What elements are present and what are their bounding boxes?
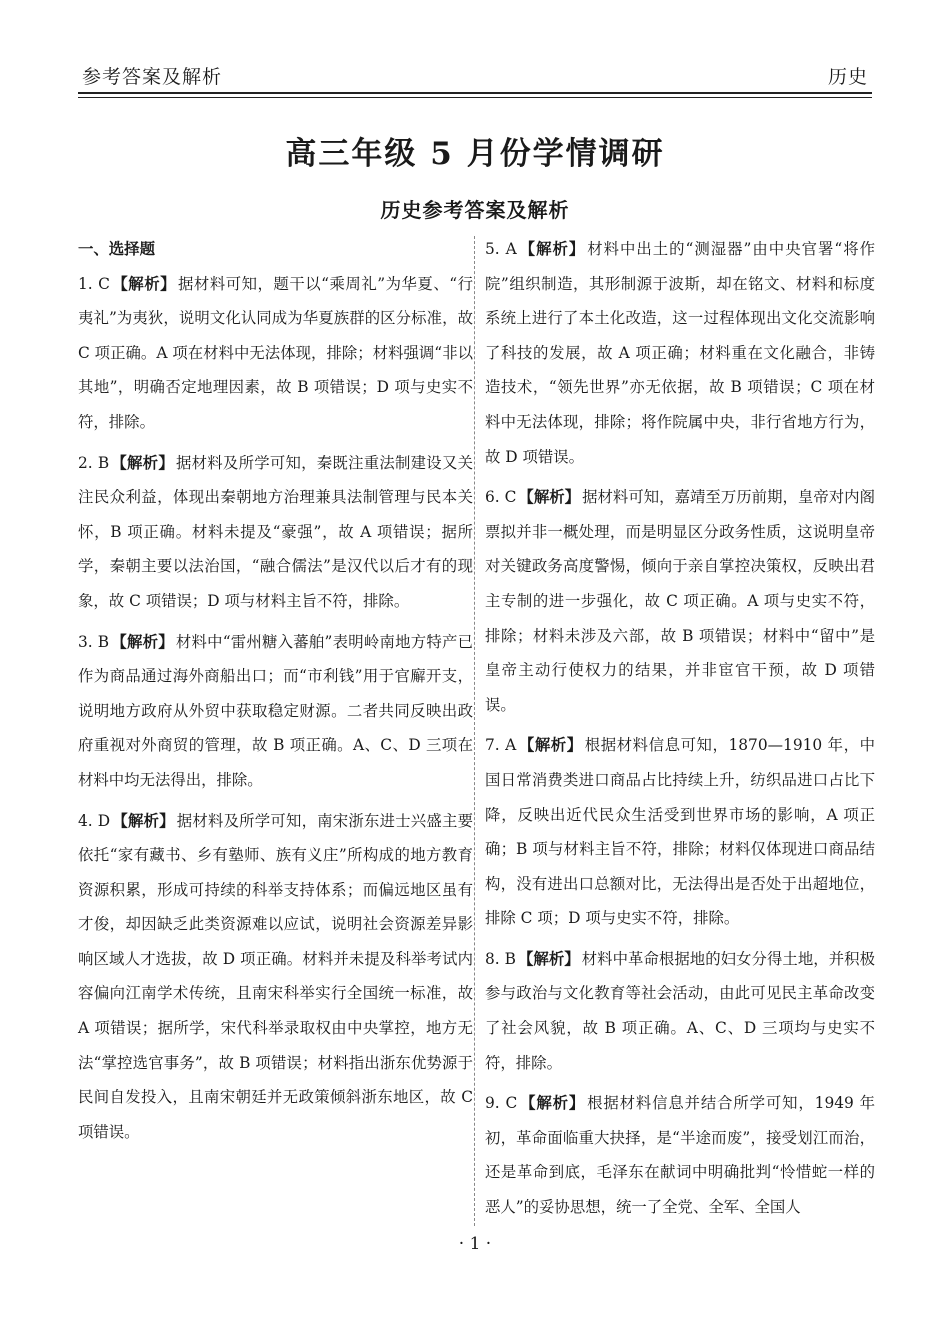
answer-item bbox=[485, 728, 875, 936]
answer-text: 据材料可知，题干以“乘周礼”为华夏、“行夷礼”为夷狄，说明文化认同成为华夏族群的区分标准，故 C 项正确。A 项在材料中无法体现，排除；材料强调“非以其地”，明确否定地理因素，故 B 项错误；D 项与史实不符，排除。 bbox=[78, 274, 473, 431]
answer-item bbox=[78, 625, 473, 798]
answer-text: 据材料及所学可知，南宋浙东进士兴盛主要依托“家有藏书、乡有塾师、族有义庄”所构成的地方教育资源积累，形成可持续的科举支持体系；而偏远地区虽有才俊，却因缺乏此类资源难以应试，说明社会资源差异影响区域人才选拔，故 D 项正确。材料并未提及科举考试内容偏向江南学术传统，且南宋科举实行全国统一标准，故 A 项错误；据所学，宋代科举录取权由中央掌控，地方无法“掌控选官事务”，故 B 项错误；材料指出浙东优势源于民间自发投入，且南宋朝廷并无政策倾斜浙东地区，故 C 项错误。 bbox=[78, 811, 473, 1141]
analysis-tag: 【解析】 bbox=[519, 1094, 586, 1113]
analysis-tag: 【解析】 bbox=[518, 488, 581, 507]
answer-item bbox=[485, 1086, 875, 1224]
answer-number: 3. B bbox=[78, 632, 110, 651]
header-subject-label: 历史 bbox=[827, 66, 868, 88]
analysis-tag: 【解析】 bbox=[517, 949, 580, 968]
answer-item bbox=[485, 232, 875, 474]
answer-text: 根据材料信息可知，1870—1910 年，中国日常消费类进口商品占比持续上升，纺织品进口占比下降，反映出近代民众生活受到世界市场的影响，A 项正确；B 项与材料主旨不符，排除；材料仅体现进口商品结构，没有进出口总额对比，无法得出是否处于出超地位，排除 C 项；D 项与史实不符，排除。 bbox=[485, 736, 875, 928]
answer-text: 根据材料信息并结合所学可知，1949 年初，革命面临重大抉择，是“半途而废”，接受划江而治，还是革命到底，毛泽东在献词中明确批判“怜惜蛇一样的恶人”的妥协思想，统一了全党、全军、全国人 bbox=[485, 1094, 875, 1217]
document-title: 高三年级 5 月份学情调研 bbox=[285, 136, 665, 172]
answer-text: 材料中“雷州糖入蕃舶”表明岭南地方特产已作为商品通过海外商船出口；而“市利钱”用于官廨开支，说明地方政府从外贸中获取稳定财源。二者共同反映出政府重视对外商贸的管理，故 B 项正确。A、C、D 三项在材料中均无法得出，排除。 bbox=[78, 632, 473, 789]
page-number: · 1 · bbox=[458, 1234, 492, 1254]
analysis-tag: 【解析】 bbox=[518, 240, 586, 258]
header-rule-thin bbox=[78, 97, 872, 98]
analysis-tag: 【解析】 bbox=[111, 274, 177, 293]
header-left-label: 参考答案及解析 bbox=[82, 66, 223, 88]
analysis-tag: 【解析】 bbox=[518, 736, 583, 755]
answer-number: 8. B bbox=[485, 949, 516, 968]
section-heading: 一、选择题 bbox=[78, 240, 155, 258]
left-question-list bbox=[78, 267, 473, 1150]
answer-text: 据材料及所学可知，秦既注重法制建设又关注民众利益，体现出秦朝地方治理兼具法制管理与民本关怀，B 项正确。材料未提及“豪强”，故 A 项错误；据所学，秦朝主要以法治国，“融合儒法”是汉代以后才有的现象，故 C 项错误；D 项与材料主旨不符，排除。 bbox=[78, 453, 473, 610]
answer-item bbox=[485, 942, 875, 1080]
answer-number: 9. C bbox=[485, 1094, 518, 1113]
answer-number: 1. C bbox=[78, 274, 110, 293]
answer-number: 2. B bbox=[78, 453, 110, 472]
answer-number: 6. C bbox=[485, 488, 517, 507]
answer-text: 材料中出土的“测湿器”由中央官署“将作院”组织制造，其形制源于波斯，却在铭文、材料和标度系统上进行了本土化改造，这一过程体现出文化交流影响了科技的发展，故 A 项正确；材料重在文化融合，非铸造技术，“领先世界”亦无依据，故 B 项错误；C 项在材料中无法体现，排除；将作院属中央，非行省地方行为，故 D 项错误。 bbox=[485, 240, 875, 466]
answer-number: 5. A bbox=[485, 240, 517, 258]
left-column bbox=[78, 232, 473, 1155]
right-question-list bbox=[485, 232, 875, 1225]
answer-item bbox=[485, 480, 875, 722]
answer-number: 7. A bbox=[485, 736, 517, 755]
analysis-tag: 【解析】 bbox=[112, 811, 175, 830]
header-rule-thick bbox=[78, 92, 872, 94]
answer-number: 4. D bbox=[78, 811, 111, 830]
answer-text: 材料中革命根据地的妇女分得土地，并积极参与政治与文化教育等社会活动，由此可见民主革命改变了社会风貌，故 B 项正确。A、C、D 三项均与史实不符，排除。 bbox=[485, 949, 875, 1072]
analysis-tag: 【解析】 bbox=[111, 632, 174, 651]
column-divider bbox=[474, 236, 475, 1226]
answer-item bbox=[78, 804, 473, 1150]
answer-item bbox=[78, 267, 473, 440]
answer-item bbox=[78, 446, 473, 619]
right-column bbox=[485, 232, 875, 1231]
answer-text: 据材料可知，嘉靖至万历前期，皇帝对内阁票拟并非一概处理，而是明显区分政务性质，这说明皇帝对关键政务高度警惕，倾向于亲自掌控决策权，反映出君主专制的进一步强化，故 C 项正确。A 项与史实不符，排除；材料未涉及六部，故 B 项错误；材料中“留中”是皇帝主动行使权力的结果，并非宦官干预，故 D 项错误。 bbox=[485, 488, 875, 714]
document-subtitle: 历史参考答案及解析 bbox=[380, 198, 570, 222]
analysis-tag: 【解析】 bbox=[111, 453, 174, 472]
page-header bbox=[78, 56, 872, 92]
